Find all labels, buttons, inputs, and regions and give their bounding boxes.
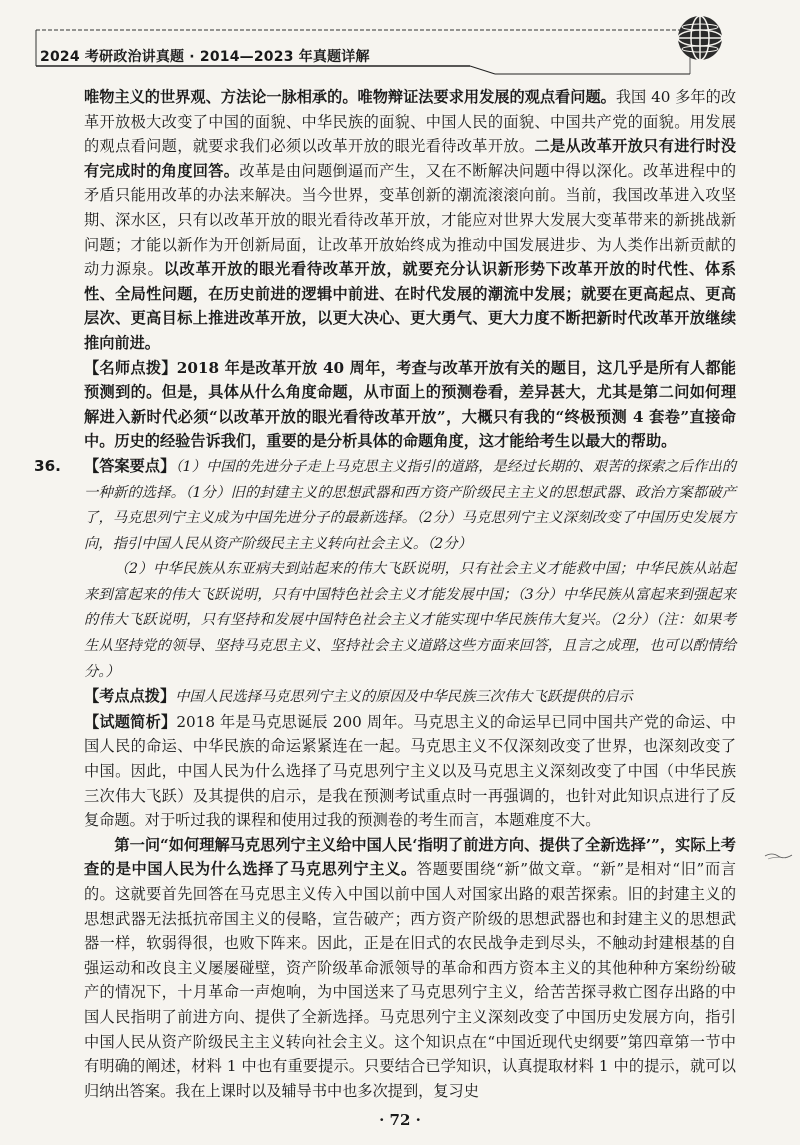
keypoint-paragraph (84, 684, 736, 710)
analysis-paragraph (84, 833, 736, 1104)
answer-text: （2）中华民族从东亚病夫到站起来的伟大飞跃说明，只有社会主义才能救中国；中华民族从站起来到富起来的伟大飞跃说明，只有中国特色社会主义才能发展中国；（3分）中华民族从富起来到强起来的伟大飞跃说明，只有坚持和发展中国特色社会主义才能实现中华民族伟大复兴。（2分）（注：如果考生从坚持党的领导、坚持马克思主义、坚持社会主义道路这些方面来回答，且言之成理，也可以酌情给分。） (84, 561, 736, 680)
teacher-tip-text: 2018 年是改革开放 40 周年，考查与改革开放有关的题目，这几乎是所有人都能预测到的。但是，具体从什么角度命题，从市面上的预测卷看，差异甚大，尤其是第二问如何理解进入新时代必须“以改革开放的眼光看待改革开放”，大概只有我的“终极预测 4 套卷”直接命中。历史的经验告诉我们，重要的是分析具体的命题角度，这才能给考生以最大的帮助。 (84, 358, 736, 451)
question-number: 36. (34, 456, 61, 475)
answer-paragraph-2 (84, 556, 736, 684)
teacher-tip (84, 356, 736, 454)
answer-label: 【答案要点】 (84, 456, 176, 475)
brief-text: 2018 年是马克思诞辰 200 周年。马克思主义的命运早已同中国共产党的命运、中国人民的命运、中华民族的命运紧紧连在一起。马克思主义不仅深刻改变了世界，也深刻改变了中国。因此，中国人民为什么选择了马克思列宁主义以及马克思主义深刻改变了中国（中华民族三次伟大飞跃）及其提供的启示，是我在预测考试重点时一再强调的，也针对此知识点进行了反复命题。对于听过我的课程和使用过我的预测卷的考生而言，本题难度不大。 (84, 712, 737, 830)
body-text: 我国 40 多年的改革开放极大改变了中国的面貌、中华民族的面貌、中国人民的面貌、中国共产党的面貌。用发展的观点看问题，就要求我们必须以改革开放的眼光看待改革开放。 (84, 88, 737, 156)
margin-mark (764, 850, 794, 862)
bold-text: 唯物主义的世界观、方法论一脉相承的。唯物辩证法要求用发展的观点看问题。 (84, 88, 616, 106)
header-title: 2024 考研政治讲真题 · 2014—2023 年真题详解 (40, 49, 370, 65)
keypoint-text: 中国人民选择马克思列宁主义的原因及中华民族三次伟大飞跃提供的启示 (175, 689, 633, 706)
brief-paragraph (84, 710, 736, 833)
keypoint-label: 【考点点拨】 (84, 687, 176, 706)
body-text: 改革是由问题倒逼而产生，又在不断解决问题中得以深化。改革进程中的矛盾只能用改革的办法来解决。当今世界，变革创新的潮流滚滚向前。当前，我国改革进入攻坚期、深水区，只有以改革开放的眼光看待改革开放，才能应对世界大发展大变革带来的新挑战新问题；才能以新作为开创新局面，让改革开放始终成为推动中国发展进步、为人类作出新贡献的动力源泉。 (84, 161, 737, 279)
answer-text: （1）中国的先进分子走上马克思主义指引的道路，是经过长期的、艰苦的探索之后作出的一种新的选择。（1分）旧的封建主义的思想武器和西方资产阶级民主主义的思想武器、政治方案都破产了，马克思列宁主义成为中国先进分子的最新选择。（2分）马克思列宁主义深刻改变了中国历史发展方向，指引中国人民从资产阶级民主主义转向社会主义。（2分） (84, 458, 736, 552)
page-header (0, 0, 800, 80)
continuation-paragraph (84, 85, 736, 356)
bold-text: 第一问“如何理解马克思列宁主义给中国人民‘指明了前进方向、提供了全新选择’”，实际上考查的是中国人民为什么选择了马克思列宁主义。 (84, 835, 736, 879)
teacher-tip-label: 【名师点拨】 (84, 358, 177, 377)
question-36 (34, 454, 736, 556)
bold-text: 以改革开放的眼光看待改革开放，就要充分认识新形势下改革开放的时代性、体系性、全局性问题，在历史前进的逻辑中前进、在时代发展的潮流中发展；就要在更高起点、更高层次、更高目标上推进改革开放，以更大决心、更大勇气、更大力度不断把新时代改革开放继续推向前进。 (84, 260, 737, 352)
brief-label: 【试题简析】 (84, 712, 177, 731)
analysis-text: 答题要围绕“新”做文章。“新”是相对“旧”而言的。这就要首先回答在马克思主义传入中国以前中国人对国家出路的艰苦探索。旧的封建主义的思想武器无法抵抗帝国主义的侵略，宣告破产；西方资产阶级的思想武器也和封建主义的思想武器一样，软弱得很，也败下阵来。因此，正是在旧式的农民战争走到尽头，不触动封建根基的自强运动和改良主义屡屡碰壁，资产阶级革命派领导的革命和西方资本主义的其他种种方案纷纷破产的情况下，十月革命一声炮响，为中国送来了马克思列宁主义，给苦苦探寻救亡图存出路的中国人民指明了前进方向、提供了全新选择。马克思列宁主义深刻改变了中国历史发展方向，指引中国人民从资产阶级民主主义转向社会主义。这个知识点在“中国近现代史纲要”第四章第一节中有明确的阐述，材料 1 中也有重要提示。只要结合已学知识，认真提取材料 1 中的提示，就可以归纳出答案。我在上课时以及辅导书中也多次提到，复习史 (84, 860, 736, 1100)
bold-text: 二是从改革开放只有进行时没有完成时的角度回答。 (84, 137, 737, 180)
page-body (34, 85, 737, 1103)
globe-icon (674, 12, 726, 64)
page-number: · 72 · (379, 1111, 421, 1129)
answer-paragraph-1 (84, 454, 736, 556)
